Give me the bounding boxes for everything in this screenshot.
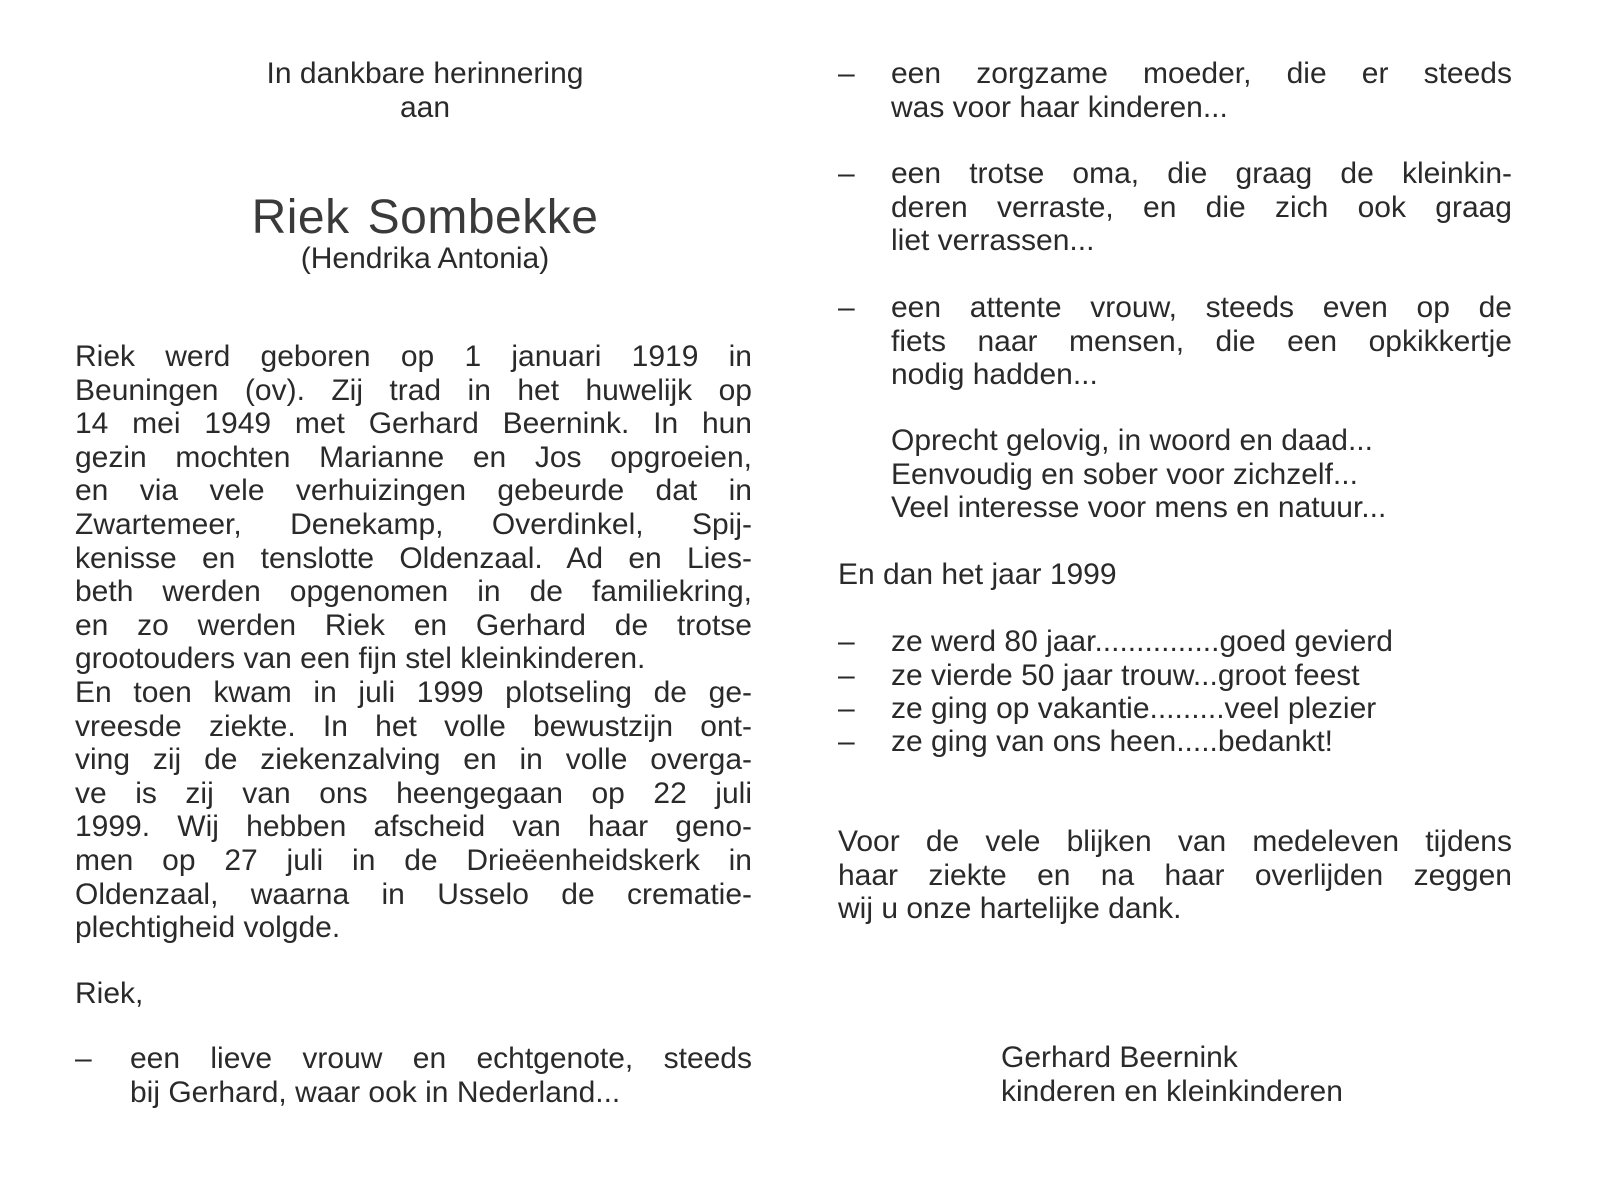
dash-bullet: –	[838, 692, 855, 725]
heading-line-2: aan	[399, 91, 451, 124]
bullet-zorgzame-moeder	[891, 57, 1512, 124]
biography-line: Zwartemeer, Denekamp, Overdinkel, Spij-	[75, 507, 752, 541]
biography-line: 1999. Wij hebben afscheid van haar geno-	[75, 810, 752, 844]
last-name: Sombekke	[367, 191, 599, 244]
thanks-paragraph	[838, 825, 1512, 926]
address-riek: Riek,	[75, 977, 144, 1010]
dash-bullet: –	[75, 1042, 92, 1075]
biography-line: en zo werden Riek en Gerhard de trotse	[75, 608, 752, 642]
bullet-attente-vrouw	[891, 291, 1512, 392]
year-item-text: ze werd 80 jaar...............goed gevierd	[891, 625, 1393, 658]
quality-line: Oprecht gelovig, in woord en daad...	[891, 424, 1373, 457]
bullet-line: een attente vrouw, steeds even op de	[891, 291, 1512, 324]
deceased-name	[130, 192, 720, 244]
biography-line: plechtigheid volgde.	[75, 911, 341, 945]
thanks-line: Voor de vele blijken van medeleven tijdens	[838, 825, 1512, 858]
qualities-block	[891, 424, 1512, 525]
biography-line: En toen kwam in juli 1999 plotseling de ge-	[75, 675, 752, 709]
biography-line: ve is zij van ons heengegaan op 22 juli	[75, 776, 752, 810]
dash-bullet: –	[838, 291, 855, 324]
biography-line: Oldenzaal, waarna in Usselo de crematie-	[75, 877, 752, 911]
full-name: (Hendrika Antonia)	[300, 242, 550, 275]
year-item	[891, 659, 1360, 693]
biography-line: kenisse en tenslotte Oldenzaal. Ad en Lies-	[75, 541, 752, 575]
biography-line: men op 27 juli in de Drieëenheidskerk in	[75, 843, 752, 877]
year-item-text: ze ging op vakantie.........veel plezier	[891, 692, 1377, 725]
bullet-lieve-vrouw	[130, 1042, 752, 1109]
biography-line: gezin mochten Marianne en Jos opgroeien,	[75, 440, 752, 474]
signature-name: Gerhard Beernink	[1001, 1041, 1238, 1074]
bullet-line: bij Gerhard, waar ook in Nederland...	[130, 1075, 621, 1109]
bullet-line: liet verrassen...	[891, 224, 1095, 258]
quality-line: Veel interesse voor mens en natuur...	[891, 491, 1387, 525]
biography-line: grootouders van een fijn stel kleinkinderen.	[75, 642, 646, 676]
biography-paragraph	[75, 340, 752, 945]
dash-bullet: –	[838, 725, 855, 758]
bullet-line: fiets naar mensen, die een opkikkertje	[891, 324, 1512, 358]
biography-line: en via vele verhuizingen gebeurde dat in	[75, 474, 752, 508]
bullet-line: deren verraste, en die zich ook graag	[891, 190, 1512, 224]
bullet-line: een trotse oma, die graag de kleinkin-	[891, 157, 1512, 190]
year-item	[891, 692, 1376, 726]
bullet-trotse-oma	[891, 157, 1512, 258]
bullet-line: een lieve vrouw en echtgenote, steeds	[130, 1042, 752, 1075]
signature-family: kinderen en kleinkinderen	[1001, 1074, 1343, 1108]
bullet-line: was voor haar kinderen...	[891, 90, 1228, 124]
year-item-text: ze ging van ons heen.....bedankt!	[891, 725, 1333, 758]
quality-line: Eenvoudig en sober voor zichzelf...	[891, 457, 1358, 491]
thanks-line: haar ziekte en na haar overlijden zeggen	[838, 858, 1512, 892]
year-heading: En dan het jaar 1999	[838, 558, 1117, 591]
biography-line: ving zij de ziekenzalving en in volle overga-	[75, 743, 752, 777]
biography-line: Beuningen (ov). Zij trad in het huwelijk op	[75, 373, 752, 407]
dash-bullet: –	[838, 157, 855, 190]
biography-line: Riek werd geboren op 1 januari 1919 in	[75, 340, 752, 373]
bullet-line: nodig hadden...	[891, 358, 1098, 392]
first-name: Riek	[251, 191, 350, 244]
thanks-line: wij u onze hartelijke dank.	[838, 892, 1182, 926]
year-item	[891, 625, 1393, 659]
heading-line-1: In dankbare herinnering	[266, 57, 584, 90]
biography-line: beth werden opgenomen in de familiekring,	[75, 575, 752, 609]
dash-bullet: –	[838, 659, 855, 692]
biography-line: 14 mei 1949 met Gerhard Beernink. In hun	[75, 407, 752, 441]
biography-line: vreesde ziekte. In het volle bewustzijn ont-	[75, 709, 752, 743]
dash-bullet: –	[838, 625, 855, 658]
year-item-text: ze vierde 50 jaar trouw...groot feest	[891, 659, 1360, 692]
bullet-line: een zorgzame moeder, die er steeds	[891, 57, 1512, 90]
signature	[1001, 1041, 1343, 1108]
year-item	[891, 725, 1333, 759]
dash-bullet: –	[838, 57, 855, 90]
